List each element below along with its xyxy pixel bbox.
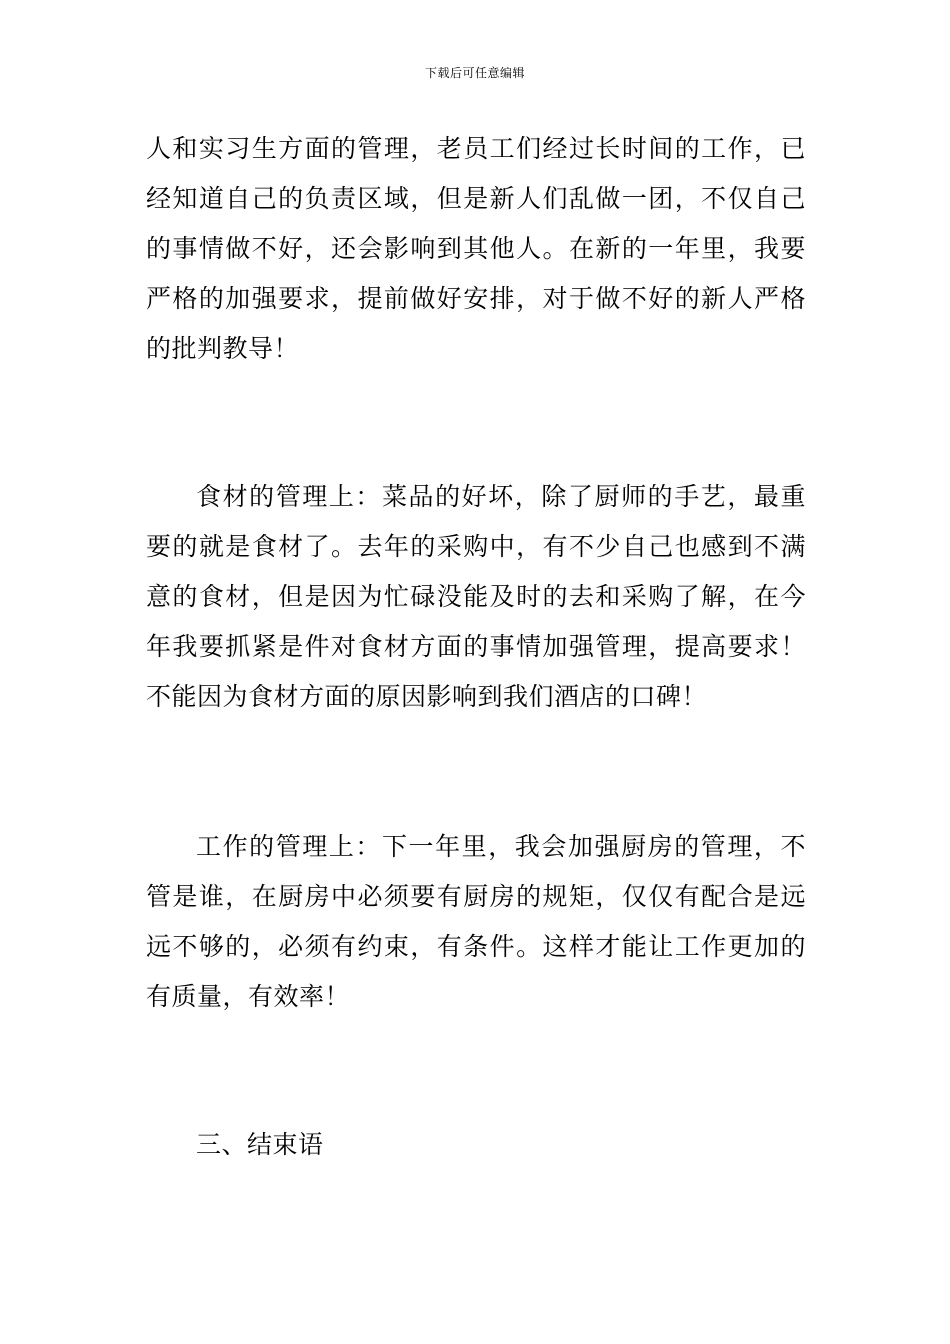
section-heading-conclusion [146,1120,806,1170]
paragraph-staff-management [146,124,806,374]
page-header-note: 下载后可任意编辑 [424,66,525,80]
paragraph-ingredient-management [146,472,806,722]
paragraph-text: 工作的管理上：下一年里，我会加强厨房的管理，不管是谁，在厨房中必须要有厨房的规矩，仅仅有配合是远远不够的，必须有约束，有条件。这样才能让工作更加的有质量，有效率！ [146,832,806,1011]
paragraph-text: 人和实习生方面的管理，老员工们经过长时间的工作，已经知道自己的负责区域，但是新人们乱做一团，不仅自己的事情做不好，还会影响到其他人。在新的一年里，我要严格的加强要求，提前做好安排，对于做不好的新人严格的批判教导！ [146,134,806,363]
section-heading-text: 三、结束语 [196,1130,324,1159]
paragraph-text: 食材的管理上：菜品的好坏，除了厨师的手艺，最重要的就是食材了。去年的采购中，有不少自己也感到不满意的食材，但是因为忙碌没能及时的去和采购了解，在今年我要抓紧是件对食材方面的事情加强管理，提高要求！不能因为食材方面的原因影响到我们酒店的口碑！ [146,482,806,711]
paragraph-work-management [146,822,806,1022]
